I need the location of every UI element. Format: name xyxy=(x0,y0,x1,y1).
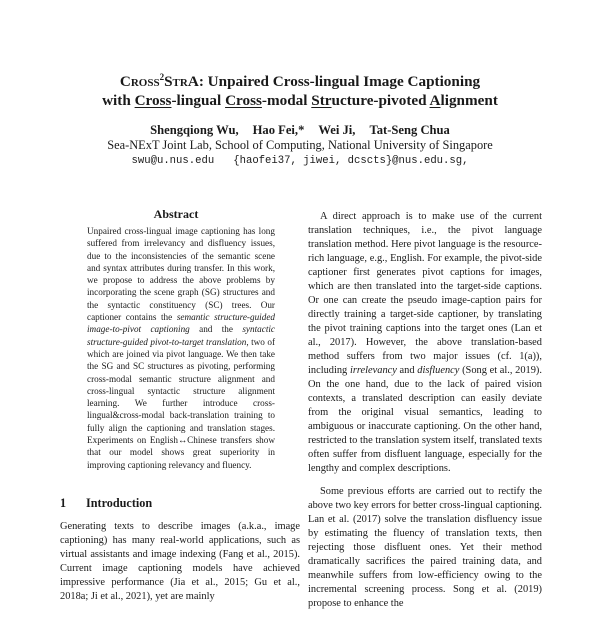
body-italic: irrelevancy xyxy=(349,365,397,376)
abstract-text: , two of which are joined via pivot language. We then take the SG and SC structures as pivoting, performing cross-modal semantic structure alignment and cross-lingual syntactic structure alignment learning. We further introduce cross-lingual&cross-modal back-translation training to fully align the captioning and translation stages. Experiments on English↔Chinese transfers show that our model shows great superiority in improving captioning relevancy and fluency. xyxy=(87,336,276,470)
body-italic: disfluency xyxy=(417,365,460,376)
title-u3: Str xyxy=(311,92,332,109)
title-u1: Cross xyxy=(134,92,172,109)
body-paragraph xyxy=(308,210,542,476)
author-list xyxy=(0,123,600,138)
author-name: Tat-Seng Chua xyxy=(369,123,450,137)
paper-title xyxy=(0,72,600,110)
title-superscript: 2 xyxy=(159,71,165,82)
affiliation: Sea-NExT Joint Lab, School of Computing, National University of Singapore xyxy=(107,138,493,152)
title-r2: -modal xyxy=(261,92,312,109)
title-u4: A xyxy=(429,92,441,109)
title-r1: -lingual xyxy=(171,92,226,109)
abstract-text: and the xyxy=(189,324,243,335)
author-name: Hao Fei,* xyxy=(252,123,305,137)
author-name: Wei Ji, xyxy=(318,123,356,137)
author-emails: swu@u.nus.edu {haofei37, jiwei, dcscts}@nus.edu.sg, xyxy=(131,155,469,167)
body-text: (Song et al., 2019). On the one hand, due to the lack of paired vision contexts, a translated description can easily deviate from the original visual semantics, leading to ambiguous or inaccurate captioning. On the other hand, restricted to the translation system itself, translated texts often suffer from disfluent language, especially for the lengthy and complex descriptions. xyxy=(308,365,542,474)
body-text: and xyxy=(396,365,418,376)
abstract-italic: semantic structure-guided image-to-pivot captioning xyxy=(87,312,275,335)
section-title: Introduction xyxy=(86,496,153,510)
section-number: 1 xyxy=(60,496,67,510)
title-r3: ucture-pivoted xyxy=(331,92,430,109)
title-stra: StrA xyxy=(164,73,199,90)
right-column-body xyxy=(308,210,542,620)
title-cross: Cross xyxy=(119,73,160,90)
abstract-body xyxy=(87,225,275,471)
title-rest-line1: : Unpaired Cross-lingual Image Captioning xyxy=(198,73,481,90)
title-u2: Cross xyxy=(225,92,262,109)
body-paragraph: Some previous efforts are carried out to rectify the above two key errors for better cross-lingual captioning. Lan et al. (2017) solve the translation disfluency issue by estimating the fluency of translation texts, then rejecting those disfluent ones. Yet their method dramatically sacrifices the paired training data, and meanwhile suffers from low-efficiency owing to the incremental screening process. Song et al. (2019) propose to enhance the xyxy=(308,486,542,609)
title-line-2 xyxy=(0,91,600,110)
author-name: Shengqiong Wu, xyxy=(150,123,239,137)
title-r4: lignment xyxy=(440,92,498,109)
title-line-1 xyxy=(0,72,600,91)
body-text: A direct approach is to make use of the current translation techniques, i.e., the pivot language translation method. Here pivot language is the resource-rich language, e.g., English. For example, the pivot-side captioner first generates pivot captions for images, which are then translated into the target-side captions. Or one can create the pseudo image-caption pairs for directly training a target-side captioner, by translating the pivot training captions into the target ones (Lan et al., 2017). However, the above translation-based method suffers from two major issues (cf. 1(a)), including xyxy=(308,211,542,376)
title-with: with xyxy=(102,92,135,109)
abstract-italic: syntactic structure-guided pivot-to-target translation xyxy=(87,324,276,347)
left-column-body xyxy=(60,520,300,604)
section-heading-introduction xyxy=(60,496,300,511)
abstract-heading: Abstract xyxy=(153,207,199,221)
intro-paragraph: Generating texts to describe images (a.k.a., image captioning) has many real-world applications, such as virtual assistants and image indexing (Fang et al., 2015). Current image captioning models have achieved impressive performance (Jia et al., 2015; Gu et al., 2018a; Ji et al., 2021), yet are mainly xyxy=(60,521,300,602)
abstract-text: Unpaired cross-lingual image captioning has long suffered from irrelevancy and disfluency issues, due to the inconsistencies of the semantic scene and syntax attributes during transfer. In this work, we propose to address the above problems by incorporating the scene graph (SG) structures and the syntactic constituency (SC) trees. Our captioner contains the xyxy=(87,226,275,323)
